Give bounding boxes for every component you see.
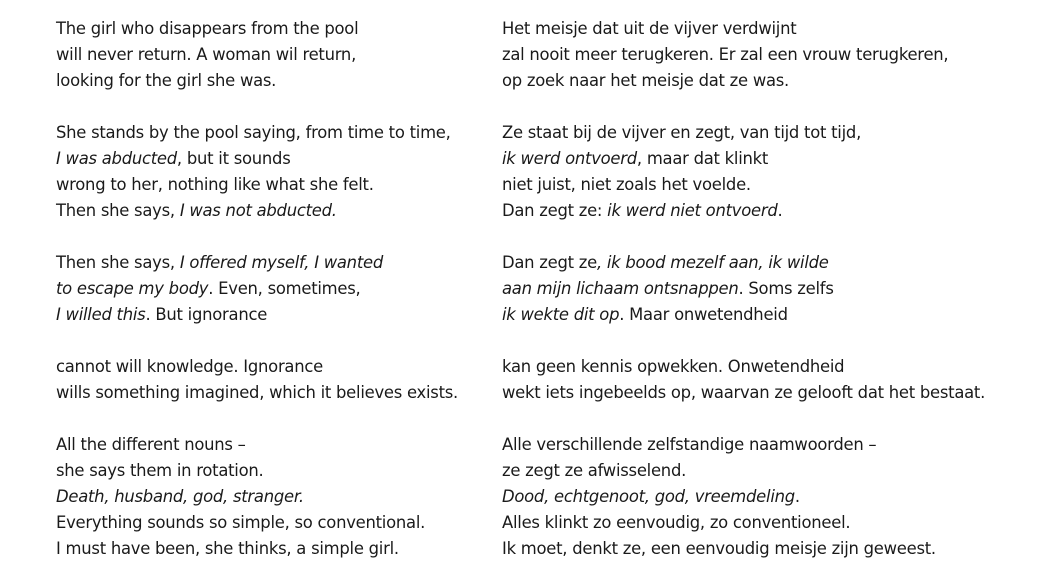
- poem-line: [502, 198, 985, 224]
- line-text: Then she says,: [56, 253, 180, 272]
- line-text: Ik moet, denkt ze, een eenvoudig meisje zijn geweest.: [502, 539, 936, 558]
- poem-line: [502, 276, 985, 302]
- stanza: [56, 354, 458, 406]
- line-text: Everything sounds so simple, so conventional.: [56, 513, 426, 532]
- line-text: Then she says,: [56, 201, 180, 220]
- line-text: . Maar onwetendheid: [619, 305, 788, 324]
- poem-line: [56, 250, 458, 276]
- line-text: . Soms zelfs: [738, 279, 834, 298]
- stanza: [56, 120, 458, 224]
- line-text: I must have been, she thinks, a simple girl.: [56, 539, 399, 558]
- poem-line: [56, 484, 458, 510]
- italic-text: I willed this: [56, 305, 146, 324]
- line-text: She stands by the pool saying, from time to time,: [56, 123, 451, 142]
- poem-line: [502, 16, 985, 42]
- poem-line: [502, 42, 985, 68]
- italic-text: aan mijn lichaam ontsnappen: [502, 279, 739, 298]
- line-text: .: [794, 487, 800, 506]
- poem-line: [56, 42, 458, 68]
- italic-text: to escape my body: [56, 279, 209, 298]
- poem-line: [56, 510, 458, 536]
- poem-line: [502, 354, 985, 380]
- poem-line: [502, 458, 985, 484]
- poem-line: [502, 120, 985, 146]
- poem-line: [56, 198, 458, 224]
- stanza: [502, 16, 985, 94]
- poem-line: [56, 458, 458, 484]
- poem-line: [502, 510, 985, 536]
- line-text: Dan zegt ze: [502, 253, 597, 272]
- stanza: [56, 250, 458, 328]
- poem-line: [56, 276, 458, 302]
- poem-line: [502, 536, 985, 562]
- poem-line: [56, 146, 458, 172]
- line-text: will never return. A woman wil return,: [56, 45, 357, 64]
- poem-line: [502, 146, 985, 172]
- line-text: , maar dat klinkt: [636, 149, 769, 168]
- italic-text: I offered myself, I wanted: [179, 253, 383, 272]
- line-text: she says them in rotation.: [56, 461, 264, 480]
- italic-text: I was not abducted.: [179, 201, 337, 220]
- poem-line: [56, 432, 458, 458]
- poem-line: [56, 354, 458, 380]
- italic-text: Dood, echtgenoot, god, vreemdeling: [502, 487, 795, 506]
- italic-text: ik wekte dit op: [502, 305, 620, 324]
- stanza: [502, 120, 985, 224]
- poem-line: [56, 380, 458, 406]
- poem-line: [502, 380, 985, 406]
- poem-line: [502, 250, 985, 276]
- poem-line: [56, 68, 458, 94]
- line-text: cannot will knowledge. Ignorance: [56, 357, 323, 376]
- line-text: Alles klinkt zo eenvoudig, zo conventioneel.: [502, 513, 851, 532]
- stanza: [56, 16, 458, 94]
- line-text: wills something imagined, which it believes exists.: [56, 383, 459, 402]
- line-text: Dan zegt ze:: [502, 201, 608, 220]
- line-text: kan geen kennis opwekken. Onwetendheid: [502, 357, 845, 376]
- line-text: .: [777, 201, 783, 220]
- poem-line: [56, 536, 458, 562]
- stanza: [502, 250, 985, 328]
- stanza: [56, 432, 458, 562]
- line-text: . But ignorance: [145, 305, 268, 324]
- line-text: , but it sounds: [176, 149, 291, 168]
- poem-line: [56, 120, 458, 146]
- stanza: [502, 432, 985, 562]
- poem-line: [502, 68, 985, 94]
- italic-text: ik werd niet ontvoerd: [607, 201, 778, 220]
- line-text: All the different nouns –: [56, 435, 246, 454]
- line-text: The girl who disappears from the pool: [56, 19, 359, 38]
- line-text: niet juist, niet zoals het voelde.: [502, 175, 751, 194]
- line-text: wrong to her, nothing like what she felt.: [56, 175, 374, 194]
- poem-line: [502, 432, 985, 458]
- poem-line: [502, 172, 985, 198]
- poem-line: [502, 302, 985, 328]
- dutch-translation-column: [502, 16, 985, 588]
- line-text: op zoek naar het meisje dat ze was.: [502, 71, 790, 90]
- line-text: looking for the girl she was.: [56, 71, 277, 90]
- poem-line: [56, 16, 458, 42]
- poem-line: [502, 484, 985, 510]
- poem-line: [56, 172, 458, 198]
- line-text: Alle verschillende zelfstandige naamwoorden –: [502, 435, 877, 454]
- line-text: ze zegt ze afwisselend.: [502, 461, 687, 480]
- poem-line: [56, 302, 458, 328]
- line-text: wekt iets ingebeelds op, waarvan ze gelooft dat het bestaat.: [502, 383, 986, 402]
- line-text: . Even, sometimes,: [208, 279, 361, 298]
- line-text: zal nooit meer terugkeren. Er zal een vrouw terugkeren,: [502, 45, 949, 64]
- italic-text: ik werd ontvoerd: [502, 149, 637, 168]
- line-text: Ze staat bij de vijver en zegt, van tijd tot tijd,: [502, 123, 862, 142]
- italic-text: I was abducted: [56, 149, 177, 168]
- italic-text: , ik bood mezelf aan, ik wilde: [596, 253, 829, 272]
- stanza: [502, 354, 985, 406]
- italic-text: Death, husband, god, stranger.: [56, 487, 304, 506]
- line-text: Het meisje dat uit de vijver verdwijnt: [502, 19, 797, 38]
- english-poem-column: [56, 16, 458, 588]
